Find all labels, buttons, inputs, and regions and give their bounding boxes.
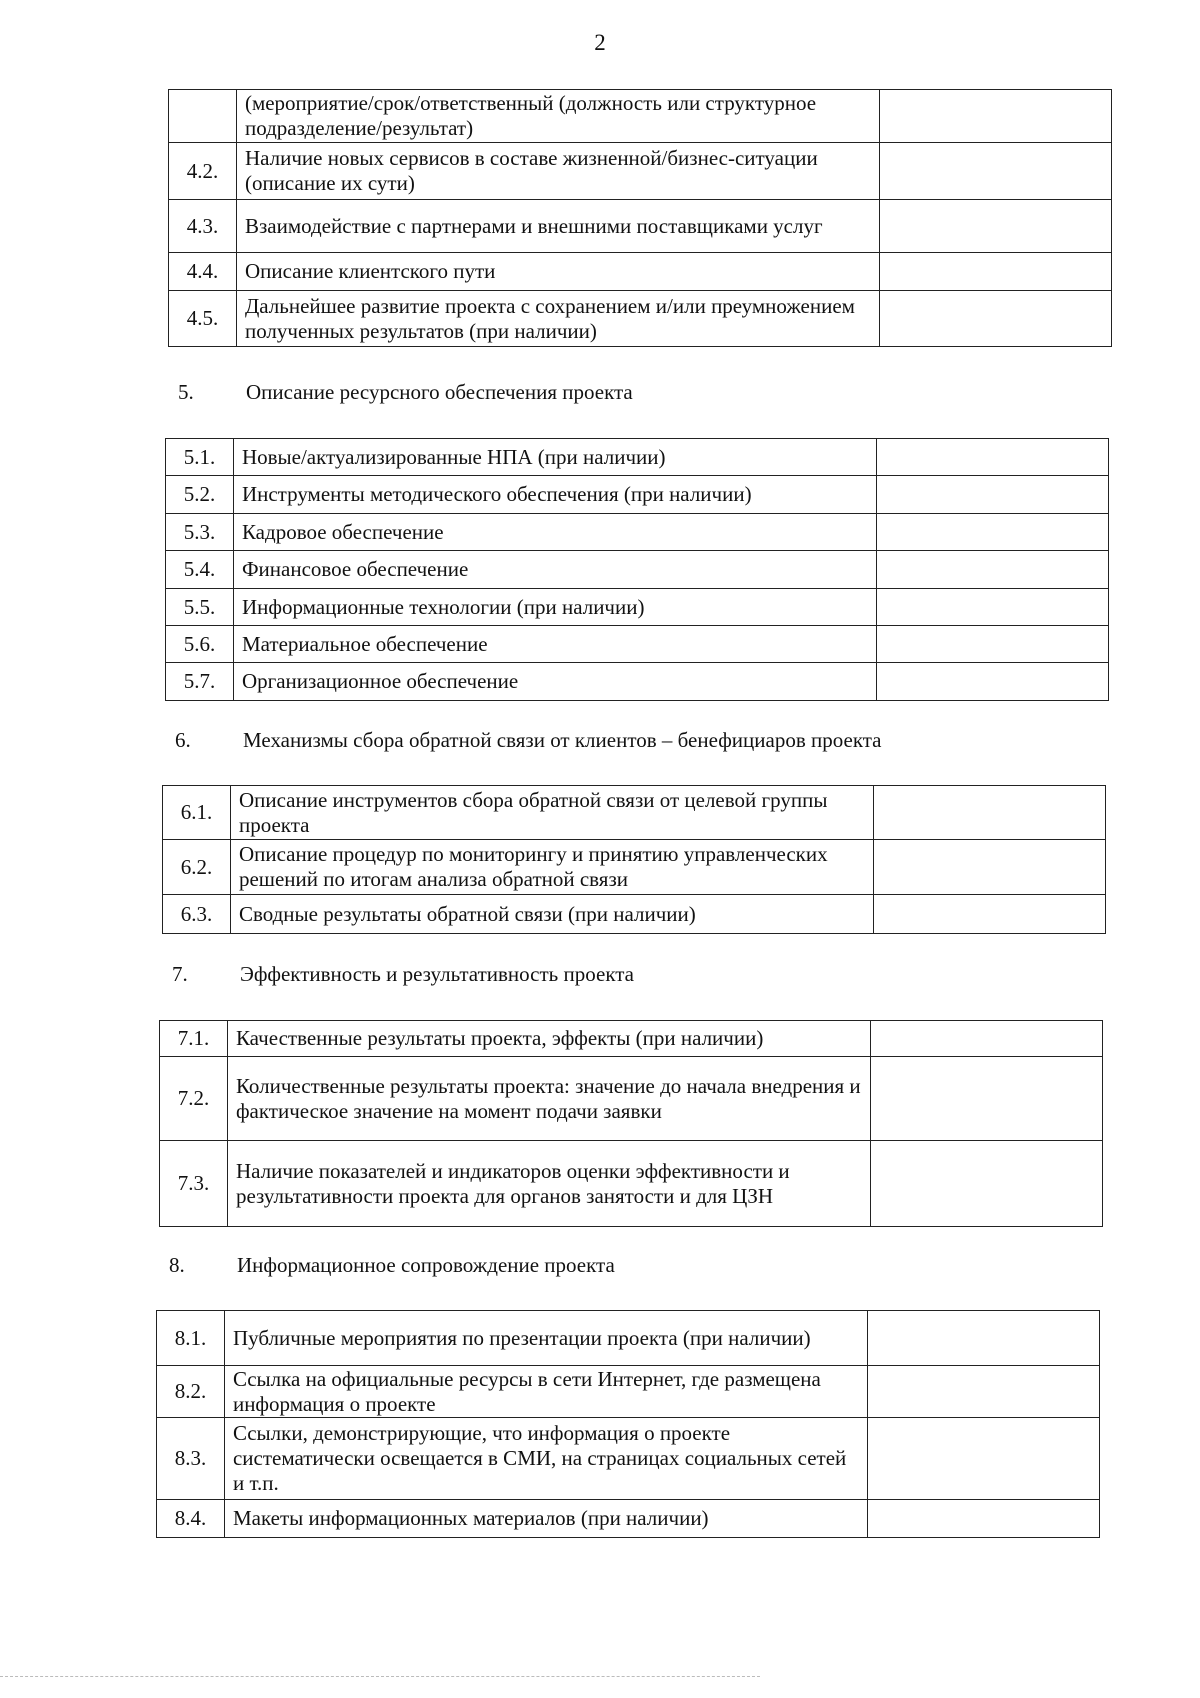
table-row xyxy=(169,291,1112,347)
row-value-cell[interactable] xyxy=(868,1500,1100,1538)
row-value-cell[interactable] xyxy=(880,90,1112,143)
row-value-cell[interactable] xyxy=(880,143,1112,200)
table-row xyxy=(157,1500,1100,1538)
row-label: Дальнейшее развитие проекта с сохранением и/или преумножением полученных результатов (при наличии) xyxy=(236,291,879,347)
table-row xyxy=(160,1021,1103,1057)
row-number: 7.3. xyxy=(160,1141,228,1227)
row-value-cell[interactable] xyxy=(874,786,1106,840)
row-label: (мероприятие/срок/ответственный (должность или структурное подразделение/результат) xyxy=(236,90,879,143)
row-label: Описание инструментов сбора обратной связи от целевой группы проекта xyxy=(230,786,873,840)
section-5-table xyxy=(165,438,1109,701)
row-label: Кадровое обеспечение xyxy=(233,514,876,551)
row-label: Количественные результаты проекта: значение до начала внедрения и фактическое значение на момент подачи заявки xyxy=(227,1057,870,1141)
row-label: Описание процедур по мониторингу и принятию управленческих решений по итогам анализа обратной связи xyxy=(230,840,873,895)
row-number: 7.2. xyxy=(160,1057,228,1141)
row-value-cell[interactable] xyxy=(871,1057,1103,1141)
row-value-cell[interactable] xyxy=(877,476,1109,514)
section-number: 8. xyxy=(169,1253,185,1277)
row-number: 5.3. xyxy=(166,514,234,551)
section-number: 5. xyxy=(178,380,194,404)
row-value-cell[interactable] xyxy=(871,1021,1103,1057)
row-label: Финансовое обеспечение xyxy=(233,551,876,589)
table-row xyxy=(166,476,1109,514)
row-number: 5.7. xyxy=(166,663,234,701)
table-row xyxy=(157,1311,1100,1366)
row-number: 6.2. xyxy=(163,840,231,895)
table-row xyxy=(169,90,1112,143)
row-value-cell[interactable] xyxy=(868,1311,1100,1366)
row-value-cell[interactable] xyxy=(877,551,1109,589)
row-value-cell[interactable] xyxy=(874,895,1106,934)
table-row xyxy=(169,253,1112,291)
row-number: 5.1. xyxy=(166,439,234,476)
row-number: 5.5. xyxy=(166,589,234,626)
section-8-heading xyxy=(169,1253,615,1278)
row-number: 8.3. xyxy=(157,1418,225,1500)
row-label: Макеты информационных материалов (при наличии) xyxy=(224,1500,867,1538)
table-row xyxy=(166,514,1109,551)
table-row xyxy=(166,663,1109,701)
row-number: 8.4. xyxy=(157,1500,225,1538)
row-value-cell[interactable] xyxy=(877,589,1109,626)
section-title: Эффективность и результативность проекта xyxy=(240,962,634,986)
row-number: 6.3. xyxy=(163,895,231,934)
section-6-heading xyxy=(175,728,882,753)
table-row xyxy=(166,439,1109,476)
row-number: 5.6. xyxy=(166,626,234,663)
section-title: Механизмы сбора обратной связи от клиентов – бенефициаров проекта xyxy=(243,728,882,752)
row-value-cell[interactable] xyxy=(880,291,1112,347)
row-label: Наличие новых сервисов в составе жизненной/бизнес-ситуации (описание их сути) xyxy=(236,143,879,200)
section-title: Информационное сопровождение проекта xyxy=(237,1253,615,1277)
row-label: Организационное обеспечение xyxy=(233,663,876,701)
row-value-cell[interactable] xyxy=(880,200,1112,253)
row-label: Публичные мероприятия по презентации проекта (при наличии) xyxy=(224,1311,867,1366)
row-label: Информационные технологии (при наличии) xyxy=(233,589,876,626)
row-label: Качественные результаты проекта, эффекты (при наличии) xyxy=(227,1021,870,1057)
row-number xyxy=(169,90,237,143)
row-value-cell[interactable] xyxy=(868,1418,1100,1500)
row-number: 6.1. xyxy=(163,786,231,840)
table-row xyxy=(166,551,1109,589)
row-number: 4.5. xyxy=(169,291,237,347)
table-row xyxy=(169,200,1112,253)
table-row xyxy=(166,626,1109,663)
table-row xyxy=(160,1057,1103,1141)
row-number: 4.2. xyxy=(169,143,237,200)
row-label: Сводные результаты обратной связи (при наличии) xyxy=(230,895,873,934)
row-label: Новые/актуализированные НПА (при наличии) xyxy=(233,439,876,476)
section-4-table xyxy=(168,89,1112,347)
row-value-cell[interactable] xyxy=(877,663,1109,701)
table-row xyxy=(169,143,1112,200)
row-value-cell[interactable] xyxy=(871,1141,1103,1227)
table-row xyxy=(163,786,1106,840)
section-5-heading xyxy=(178,380,633,405)
section-7-heading xyxy=(172,962,634,987)
row-value-cell[interactable] xyxy=(868,1366,1100,1418)
table-row xyxy=(163,840,1106,895)
row-value-cell[interactable] xyxy=(877,626,1109,663)
row-value-cell[interactable] xyxy=(880,253,1112,291)
row-number: 8.1. xyxy=(157,1311,225,1366)
table-row xyxy=(166,589,1109,626)
scan-artifact-line xyxy=(0,1676,760,1678)
row-number: 5.2. xyxy=(166,476,234,514)
table-row xyxy=(157,1418,1100,1500)
row-number: 4.3. xyxy=(169,200,237,253)
row-label: Ссылки, демонстрирующие, что информация о проекте систематически освещается в СМИ, на страницах социальных сетей и т.п. xyxy=(224,1418,867,1500)
row-label: Материальное обеспечение xyxy=(233,626,876,663)
row-number: 7.1. xyxy=(160,1021,228,1057)
section-number: 7. xyxy=(172,962,188,986)
row-label: Ссылка на официальные ресурсы в сети Интернет, где размещена информация о проекте xyxy=(224,1366,867,1418)
row-label: Описание клиентского пути xyxy=(236,253,879,291)
table-row xyxy=(160,1141,1103,1227)
table-row xyxy=(157,1366,1100,1418)
row-label: Наличие показателей и индикаторов оценки эффективности и результативности проекта для органов занятости и для ЦЗН xyxy=(227,1141,870,1227)
row-value-cell[interactable] xyxy=(877,439,1109,476)
row-value-cell[interactable] xyxy=(874,840,1106,895)
row-label: Взаимодействие с партнерами и внешними поставщиками услуг xyxy=(236,200,879,253)
row-value-cell[interactable] xyxy=(877,514,1109,551)
section-number: 6. xyxy=(175,728,191,752)
row-label: Инструменты методического обеспечения (при наличии) xyxy=(233,476,876,514)
row-number: 5.4. xyxy=(166,551,234,589)
section-7-table xyxy=(159,1020,1103,1227)
section-8-table xyxy=(156,1310,1100,1538)
section-6-table xyxy=(162,785,1106,934)
section-title: Описание ресурсного обеспечения проекта xyxy=(246,380,633,404)
row-number: 8.2. xyxy=(157,1366,225,1418)
table-row xyxy=(163,895,1106,934)
page-number: 2 xyxy=(594,30,606,55)
row-number: 4.4. xyxy=(169,253,237,291)
